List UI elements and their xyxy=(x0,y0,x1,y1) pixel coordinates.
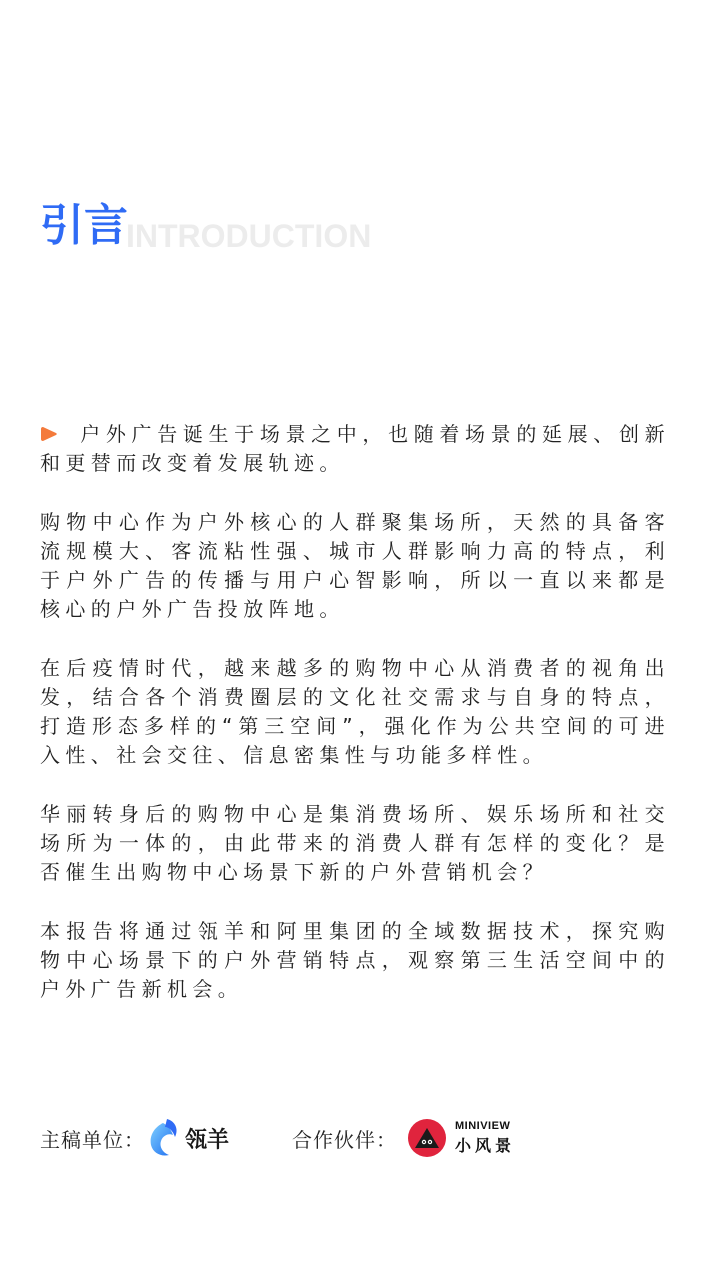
title-english: INTRODUCTION xyxy=(126,218,372,254)
intro-body xyxy=(40,420,670,1034)
host-label: 主稿单位： xyxy=(40,1127,145,1152)
partner-brand-en: MINIVIEW xyxy=(455,1119,511,1132)
footer-credits xyxy=(40,1115,670,1161)
partner-brand-cn: 小风景 xyxy=(455,1135,516,1155)
paragraph-2: 购物中心作为户外核心的人群聚集场所，天然的具备客流规模大、客流粘性强、城市人群影响力高的特点，利于户外广告的传播与用户心智影响，所以一直以来都是核心的户外广告投放阵地。 xyxy=(40,510,670,621)
orange-play-arrow-icon xyxy=(40,425,58,443)
miniview-logo-icon xyxy=(407,1118,447,1158)
lingyang-logo-icon xyxy=(145,1117,181,1159)
host-group xyxy=(40,1115,229,1161)
paragraph-3: 在后疫情时代，越来越多的购物中心从消费者的视角出发，结合各个消费圈层的文化社交需求与自身的特点，打造形态多样的“第三空间”，强化作为公共空间的可进入性、社会交往、信息密集性与功能多样性。 xyxy=(40,656,670,767)
section-title xyxy=(40,200,560,270)
paragraph-1: 户外广告诞生于场景之中，也随着场景的延展、创新和更替而改变着发展轨迹。 xyxy=(40,422,670,475)
paragraph-4: 华丽转身后的购物中心是集消费场所、娱乐场所和社交场所为一体的，由此带来的消费人群有怎样的变化？是否催生出购物中心场景下新的户外营销机会？ xyxy=(40,802,670,884)
host-brand-name: 瓴羊 xyxy=(185,1127,230,1153)
title-chinese: 引言 xyxy=(40,200,128,251)
partner-group xyxy=(292,1115,515,1161)
paragraph-5: 本报告将通过瓴羊和阿里集团的全域数据技术，探究购物中心场景下的户外营销特点，观察第三生活空间中的户外广告新机会。 xyxy=(40,919,670,1001)
partner-brand xyxy=(455,1121,515,1155)
partner-label: 合作伙伴： xyxy=(292,1127,397,1152)
